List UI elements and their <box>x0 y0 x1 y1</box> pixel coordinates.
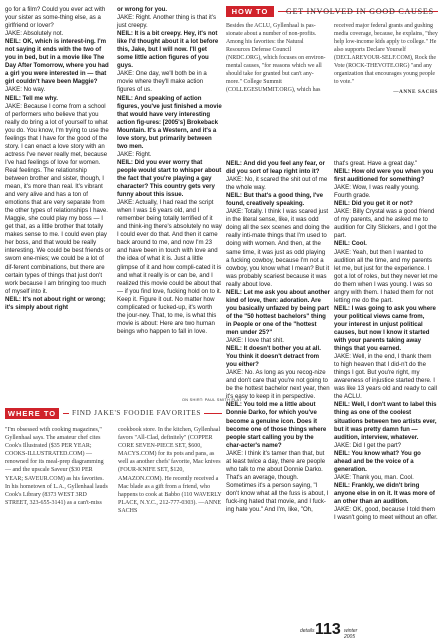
where-to-title: FIND JAKE'S FOODIE FAVORITES <box>69 408 204 419</box>
interview-column-3 <box>226 160 330 514</box>
paragraph: JAKE: Thank you, man. Cool. <box>334 473 414 481</box>
how-to-title: GET INVOLVED IN GOOD CAUSES <box>286 7 434 16</box>
how-to-text: received major federal grants and gushing media coverage, because, he explains, "they help low-income kids apply to college." He also supports Declare Yourself (DECLAREYOUR-SELF.COM), Rock the Vote (ROCK-THEVOTE.ORG) "and any organization that encourages young people to vote." <box>334 23 438 85</box>
photo-credit: ON SHIRT: PAUL SMITH FLAT <box>182 398 242 402</box>
paragraph: JAKE: I think it's tamer than that, but at least twice a day, there are people who talk to me about Donnie Darko. That's an average, though. Sometimes it's a person saying, "I don't know what all the fuss is about, I fuck-ing hated that movie, and I fuck-ing hate you." And I'm, like, "Oh, <box>226 449 329 514</box>
how-to-sidebar <box>226 6 438 154</box>
interview-column-1 <box>5 6 111 312</box>
paragraph: NEIL: Cool. <box>334 240 367 248</box>
where-to-sidebar <box>5 408 222 634</box>
paragraph: JAKE: Wow, I was really young. Fourth grade. <box>334 184 420 200</box>
byline: —ANNE SACHS <box>393 89 438 95</box>
where-to-text-2: cookbook store. In the kitchen, Gyllenhaal favors "All-Clad, definitely" (COPPER CORE SEVEN-PIECE SET, $600, MACYS.COM) for its pots and pans, as well as another chefs' favorite, Mac knives (FOUR-KNIFE SET, $120, AMAZON.COM). He recently received a Mac blade as a gift from a friend, who happens to cook at Babbo (110 WAVERLY PLACE, N.Y.C., 212-777-0303). —ANNE SACHS <box>118 427 222 514</box>
interview-column-2 <box>117 6 222 336</box>
paragraph: JAKE: Actually, I had read the script when I was 16 years old, and I remember being totally terrified of it and think-ing there's absolutely no way I could ever do that. And then it came back around to me, and now I'm 23 and have been in touch with love and the idea of what it is. Just a little glimpse of it and how compli-cated it is and what it really is or can be, and I realized this movie could be about that — if you find love, fucking hold on to it. Keep it. Figure it out. No matter how complicated or fucked-up, it's worth the jour-ney. That, to me, is what this movie is about: Here are two human beings who happen to fall in love. <box>117 199 222 335</box>
paragraph: JAKE: No. As long as you recog-nize and don't care that you're not going to be the hottest bachelor next year, then it's easy to keep it in perspective. <box>226 369 330 401</box>
paragraph: JAKE: Right. Another thing is that it's just creepy. <box>117 14 217 30</box>
paragraph: NEIL: Well, I don't want to label this thing as one of the coolest situations between two artists ever, but it was pretty damn fun — audition, interview, whatever. <box>334 401 437 441</box>
paragraph: go for a film? Could you ever act with your sister as some-thing else, as a girlfriend or lover? <box>5 6 106 30</box>
where-to-text-1: "I'm obsessed with cooking magazines," Gyllenhaal says. The amateur chef cites Cook's Illustrated ($35 PER YEAR; COOKS-ILLUSTRATED.COM) — renowned for its meal-prep diagramming — and the upscale Saveur ($30 PER YEAR; SAVEUR.COM) as his favorites. In his hometown of L.A., Gyllenhaal lauds Cook's Library (8373 WEST 3RD STREET, 323-655-3141) as a can't-miss <box>5 427 108 506</box>
paragraph: JAKE: One day, we'll both be in a movie where they'll make action figures of us. <box>117 70 207 94</box>
how-to-header <box>226 6 438 18</box>
paragraph: NEIL: I was going to ask you where your political views came from, your interest in unjust political causes, but now I know it started with your parents taking away things that you earned. <box>334 304 436 353</box>
paragraph: NEIL: But that's a good thing, I've found, creatively speaking. <box>226 192 324 208</box>
paragraph: NEIL: It's not about right or wrong; it's simply about right <box>5 295 106 311</box>
paragraph: JAKE: Absolutely not. <box>5 30 64 38</box>
paragraph: NEIL: Did you get it or not? <box>334 200 413 208</box>
paragraph: NEIL: You know what? You go ahead and be the voice of a generation. <box>334 449 421 473</box>
paragraph: JAKE: I love that shit. <box>226 337 284 345</box>
where-to-tag: WHERE TO <box>5 408 59 419</box>
paragraph: that's great. Have a great day." <box>334 160 418 167</box>
paragraph: NEIL: Let me ask you about another kind of love, then: adoration. Are you basically unfazed by being part of the "50 hottest bachelors" thing in People or one of the "hottest men under 25?" <box>226 288 330 336</box>
paragraph: NEIL: And speaking of action figures, you've just finished a movie that would have very interesting action fig-ures: [2005's] Brokeback Mountain. It's a Western, and it's a love story, but primarily between two men. <box>117 94 222 150</box>
how-to-text-2 <box>334 22 438 96</box>
paragraph: JAKE: Yeah, but then I wanted to audition all the time, and my parents let me, but just for the experience. I got a lot of roles, but they never let me do them when I was young. I was so angry with them. I hated them for not letting me do the part. <box>334 248 438 304</box>
interview-column-4 <box>334 160 438 522</box>
paragraph: NEIL: You told me a little about Donnie Darko, for which you've become a genuine icon. Does it become one of those things where people start calling you by the char-acter's name? <box>226 401 327 449</box>
paragraph: NEIL: It doesn't bother you at all. You think it doesn't detract from you either? <box>226 345 321 369</box>
paragraph: NEIL: And did you feel any fear, or did you sort of leap right into it? <box>226 160 325 176</box>
paragraph: JAKE: Well, in the end, I thank them to high heaven that I did-n't do the things I got. But you're right, my awareness of injustice started there. I was like 13 years old and ready to call the ACLU. <box>334 353 437 401</box>
paragraph: NEIL: Frankly, we didn't bring anyone else in on it. It was more of an other than an audition. <box>334 481 435 505</box>
paragraph: NEIL: How old were you when you first auditioned for something? <box>334 168 434 184</box>
paragraph: JAKE: Right. <box>117 150 152 158</box>
how-to-text-1: Besides the ACLU, Gyllenhaal is pas-sionate about a number of non-profits. Among his favorites: the Natural Resources Defense Council (NRDC.ORG), which focuses on environ-mental causes, "for reasons which we all should take for granted but can't any-more." College Summit (COLLEGESUMMIT.ORG), which has <box>226 23 326 93</box>
issue-date: winter 2005 <box>344 628 358 640</box>
paragraph: NEIL: OK, which is interest-ing. I'm not saying it ends with the two of you in bed, but in a movie like The Day After Tomorrow, where you had a girl you were interested in — that girl couldn't have been Maggie? <box>5 38 109 86</box>
paragraph: JAKE: No way. <box>5 86 46 94</box>
paragraph: JAKE: Totally. I think I was scared just in the literal sense, like, it was odd doing all the sex scenes and doing the really inti-mate things that I'm used to doing with women. And then, at the same time, it was just as odd playing a fucking cowboy, because I'm not a cowboy, you know what I mean? But it was probably scariest because it was really about love. <box>226 208 330 288</box>
paragraph: NEIL: It is a bit creepy. Hey, it's not like I'd thought about it a lot before this, Jake, but I will now. I'll get some little action figures of you guys. <box>117 30 219 70</box>
how-to-tag: HOW TO <box>226 6 274 17</box>
paragraph: JAKE: Did I get the part? <box>334 441 402 449</box>
paragraph: JAKE: Because I come from a school of performers who believe that you really do bring a lot of yourself to what you do. You know, I'm trying to use the feelings that I have for the good of the story. I can enact a love story with an actress I've never really met, because I've had feelings of love for women. Real feelings. The relationship between brother and sister, though, I mean, it's more than real. It's vibrant and very alive and has a ton of emotions that are very separate from the other types of relationships I have. Maggie, she could play my boss — I get that, as a little brother that totally makes sense to me. I could even play her boss, and that would be really interesting. We could be best friends or sworn ene-mies; we could be a lot of dif-ferent combinations, but there are certain types of things that just don't work because I am bringing too much of myself into it. <box>5 102 111 295</box>
paragraph: NEIL: Tell me why. <box>5 94 58 102</box>
paragraph: JAKE: OK, good, because I told them I wasn't going to meet without an offer. <box>334 506 438 522</box>
paragraph: JAKE: No, it scared the shit out of me the whole way. <box>226 176 328 192</box>
page-number: 113 <box>315 621 341 638</box>
magazine-name: details <box>300 628 315 634</box>
paragraph: JAKE: Billy Crystal was a good friend of my parents, and he asked me to audition for City Slickers, and I got the part. <box>334 208 437 240</box>
paragraph: or wrong for you. <box>117 6 168 13</box>
paragraph: NEIL: Did you ever worry that people would start to whisper about the fact that you're playing a gay character? This country gets very funny about this issue. <box>117 158 222 199</box>
